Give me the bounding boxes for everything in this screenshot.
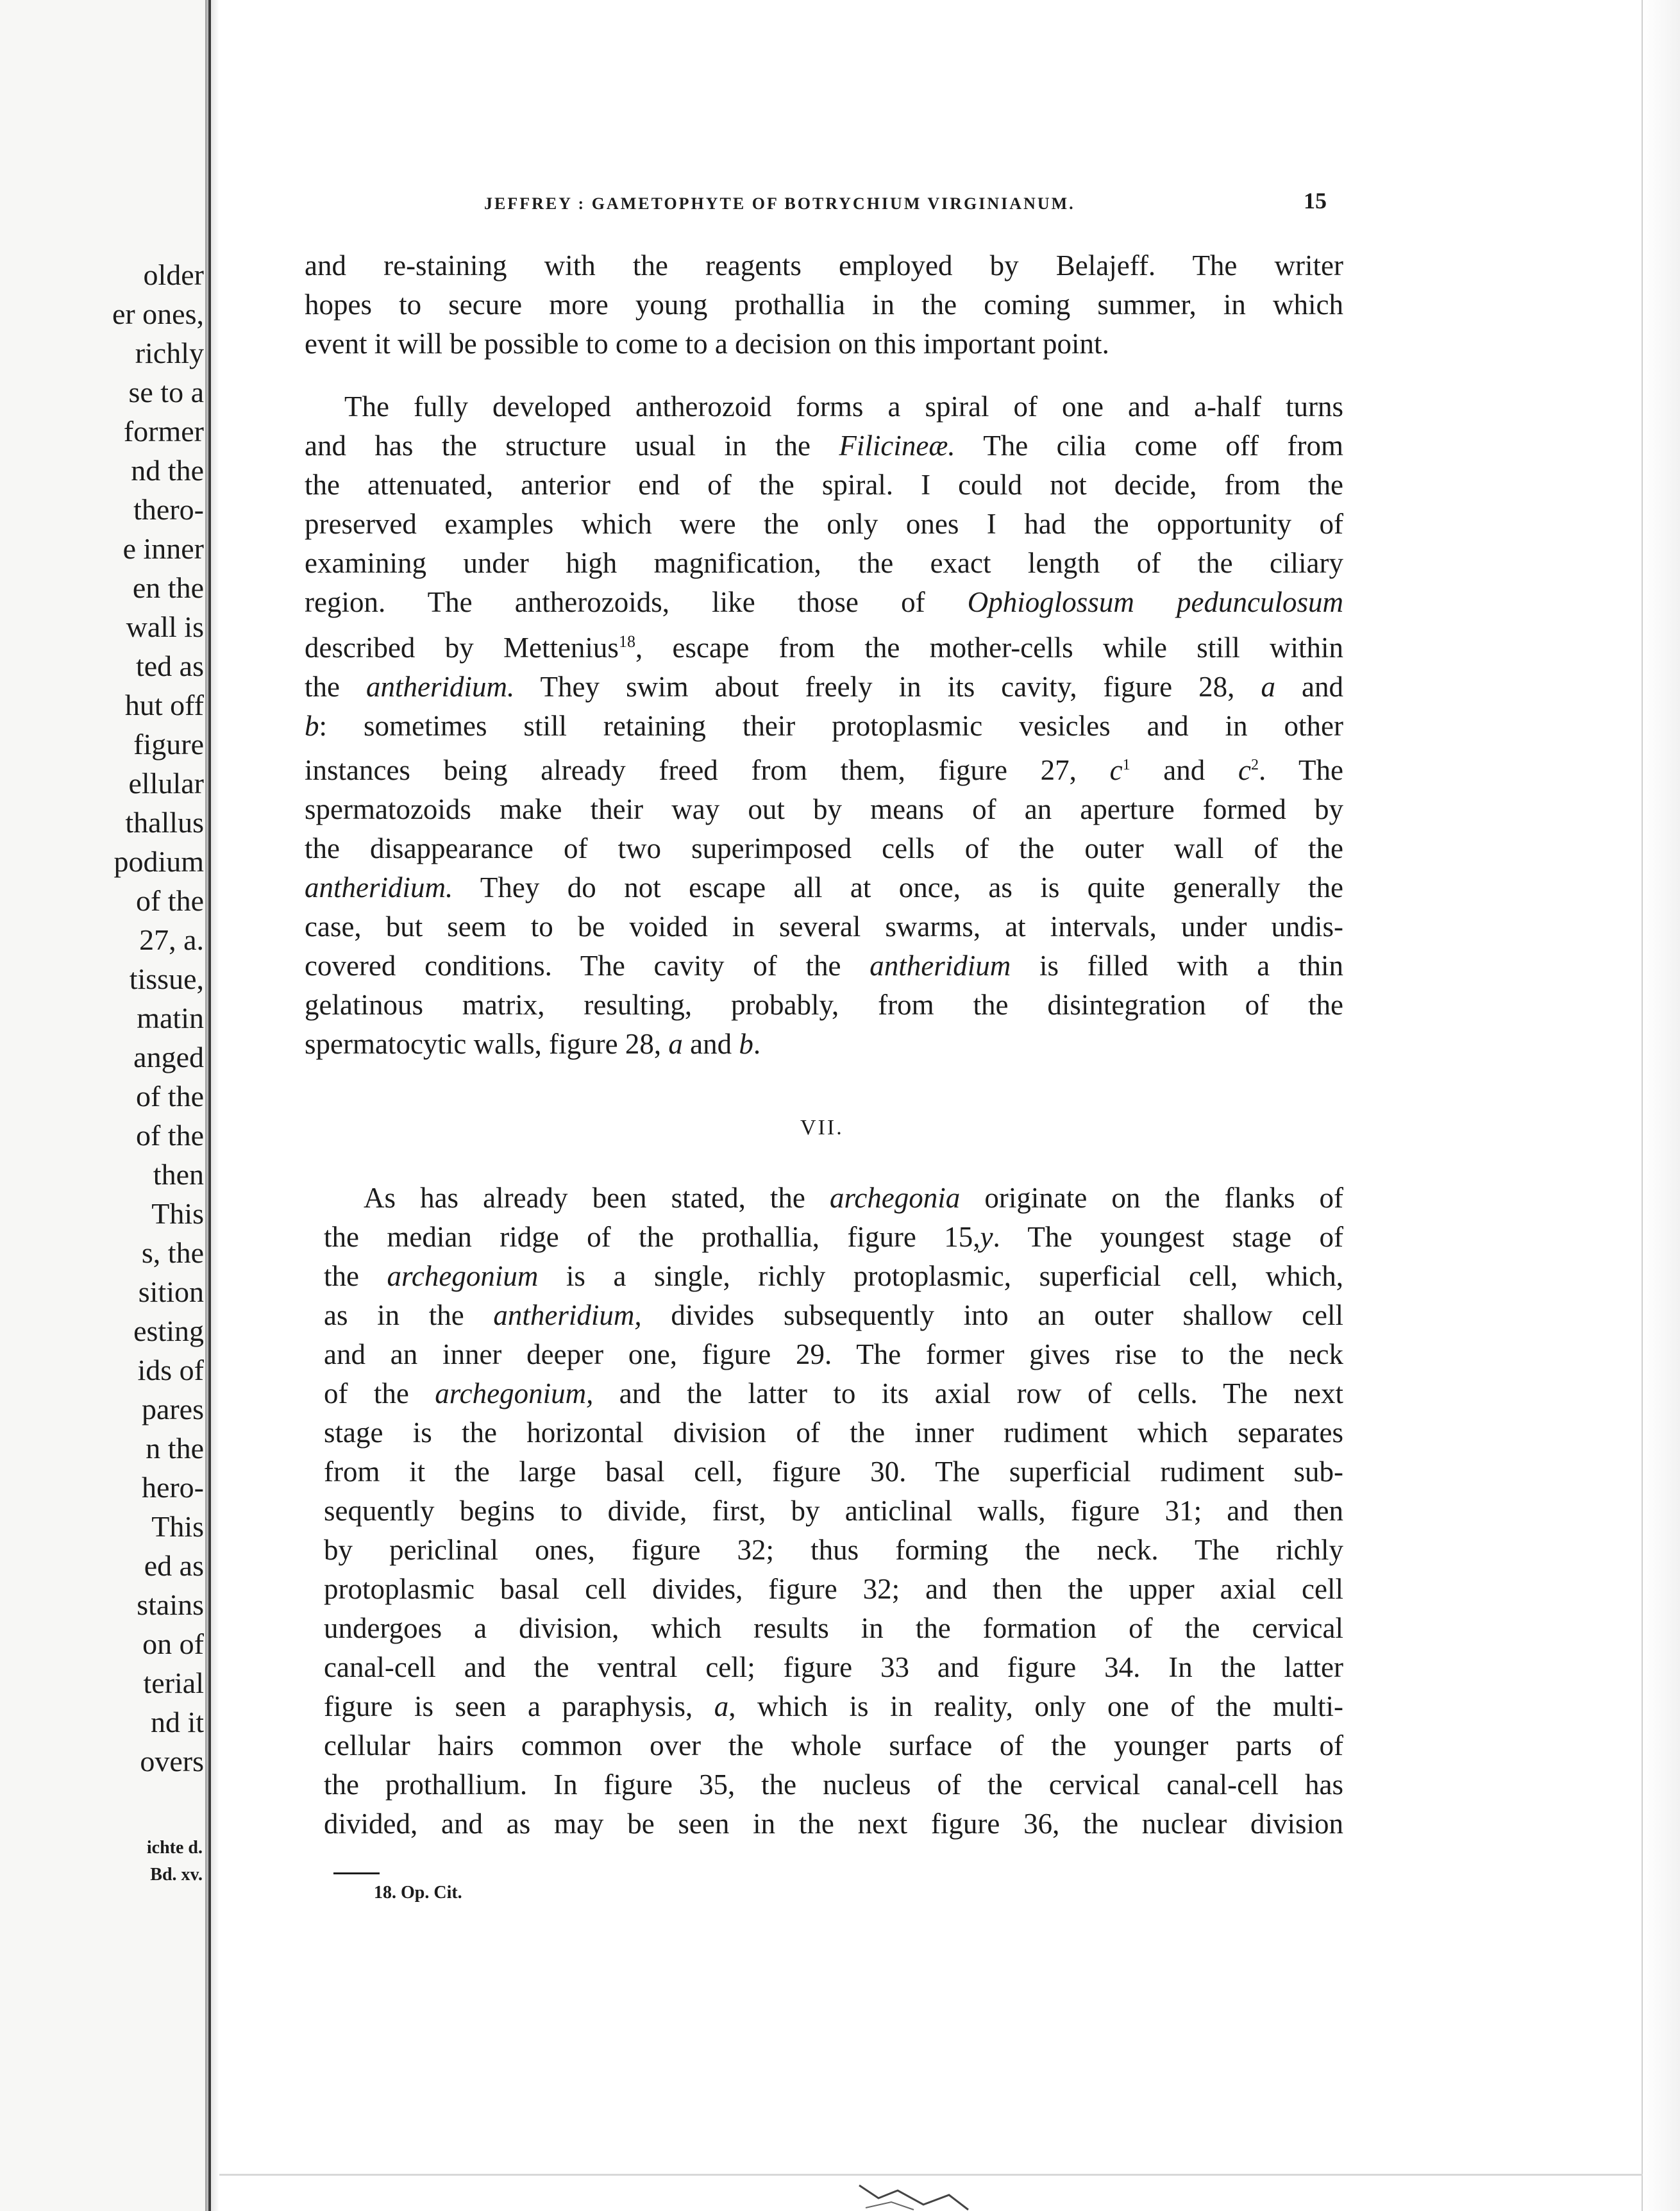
facing-page-line: on of (142, 1627, 204, 1660)
facing-page-line: ted as (135, 650, 204, 682)
running-head: JEFFREY : GAMETOPHYTE OF BOTRYCHIUM VIRGINIANUM. (484, 194, 1075, 213)
book-gutter (205, 0, 219, 2211)
facing-page-line: ids of (137, 1354, 204, 1386)
facing-page-line: matin (137, 1002, 204, 1034)
facing-page-line: 27, a. (139, 923, 204, 956)
text-line: As has already been stated, the archegonia originate on the flanks of (364, 1182, 1344, 1214)
gutter-divider (208, 0, 211, 2211)
facing-page-line: This (151, 1197, 204, 1230)
facing-page-line: ellular (128, 767, 204, 800)
text-line: the archegonium is a single, richly protoplasmic, superficial cell, which, (324, 1260, 1344, 1292)
facing-page-line: anged (133, 1041, 204, 1073)
facing-page-line: thero- (133, 493, 204, 526)
facing-page-line: n the (146, 1432, 204, 1465)
facing-page-line: wall is (126, 610, 204, 643)
facing-page-fragment (0, 0, 205, 2211)
text-line: covered conditions. The cavity of the antheridium is filled with a thin (305, 950, 1344, 982)
footnote-rule (333, 1872, 380, 1874)
text-line: divided, and as may be seen in the next figure 36, the nuclear division (324, 1808, 1343, 1840)
text-line: figure is seen a paraphysis, a, which is in reality, only one of the multi- (324, 1690, 1343, 1722)
facing-page-line: er ones, (112, 298, 204, 330)
text-line: the attenuated, anterior end of the spiral. I could not decide, from the (305, 469, 1343, 501)
facing-page-line: stains (137, 1588, 204, 1621)
text-line: described by Mettenius$^{18}$, escape from the mother-cells while still within (305, 632, 1343, 664)
text-line: protoplasmic basal cell divides, figure 32; and then the upper axial cell (324, 1573, 1343, 1605)
facing-page-line: This (151, 1510, 204, 1543)
facing-page-line: hut off (124, 689, 204, 721)
facing-page-footnote-2: Bd. xv. (150, 1865, 203, 1885)
text-line: of the archegonium, and the latter to its axial row of cells. The next (324, 1377, 1344, 1409)
text-line: region. The antherozoids, like those of Ophioglossum pedunculosum (305, 586, 1343, 618)
facing-page-line: e inner (122, 532, 204, 565)
facing-page-line: older (143, 258, 204, 291)
scan-artifact (853, 2179, 975, 2211)
facing-page-line: ed as (144, 1549, 204, 1582)
text-line: stage is the horizontal division of the inner rudiment which separates (324, 1417, 1343, 1449)
text-line: The fully developed antherozoid forms a spiral of one and a-half turns (344, 391, 1343, 423)
facing-page-line: s, the (141, 1236, 204, 1269)
text-line: the prothallium. In figure 35, the nucleus of the cervical canal-cell has (324, 1769, 1343, 1801)
text-line: as in the antheridium, divides subsequently into an outer shallow cell (324, 1299, 1344, 1331)
facing-page-line: figure (133, 728, 204, 761)
facing-page-line: esting (133, 1315, 204, 1347)
text-line: antheridium. They do not escape all at once, as is quite generally the (305, 871, 1343, 904)
text-line: gelatinous matrix, resulting, probably, from the disintegration of the (305, 989, 1343, 1021)
text-line: b: sometimes still retaining their protoplasmic vesicles and in other (305, 710, 1343, 742)
text-line: from it the large basal cell, figure 30. The superficial rudiment sub- (324, 1456, 1343, 1488)
paragraph-archegonia (324, 1179, 1343, 1844)
facing-page-line: terial (143, 1667, 204, 1699)
text-line: event it will be possible to come to a decision on this important point. (305, 328, 1109, 360)
text-line: the median ridge of the prothallia, figure 15,y. The youngest stage of (324, 1221, 1343, 1253)
footnote: 18. Op. Cit. (374, 1883, 462, 1903)
page-bottom-edge (219, 2174, 1643, 2176)
text-line: by periclinal ones, figure 32; thus forming the neck. The richly (324, 1534, 1343, 1566)
facing-page-line: richly (135, 337, 204, 369)
text-line: sequently begins to divide, first, by anticlinal walls, figure 31; and then (324, 1495, 1343, 1527)
paragraph-continuation (305, 246, 1343, 364)
facing-page-line: former (123, 415, 204, 448)
text-line: and an inner deeper one, figure 29. The former gives rise to the neck (324, 1338, 1343, 1370)
text-line: canal-cell and the ventral cell; figure 33 and figure 34. In the latter (324, 1651, 1343, 1683)
text-line: spermatocytic walls, figure 28, a and b. (305, 1028, 761, 1060)
facing-page-line: then (153, 1158, 204, 1191)
facing-page-line: thallus (125, 806, 204, 839)
text-line: examining under high magnification, the exact length of the ciliary (305, 547, 1343, 579)
facing-page-line: nd it (150, 1706, 204, 1738)
facing-page-line: tissue, (129, 963, 204, 995)
text-line: the disappearance of two superimposed cells of the outer wall of the (305, 832, 1343, 864)
facing-page-line: en the (132, 571, 204, 604)
text-line: spermatozoids make their way out by means of an aperture formed by (305, 793, 1343, 825)
text-line: and re-staining with the reagents employed by Belajeff. The writer (305, 249, 1343, 282)
text-line: the antheridium. They swim about freely in its cavity, figure 28, a and (305, 671, 1344, 703)
text-line: and has the structure usual in the Filicineæ. The cilia come off from (305, 430, 1343, 462)
facing-page-line: pares (141, 1393, 204, 1425)
facing-page-footnote-1: ichte d. (146, 1838, 203, 1858)
section-heading: VII. (800, 1116, 844, 1139)
facing-page-line: of the (135, 884, 204, 917)
text-line: undergoes a division, which results in the formation of the cervical (324, 1612, 1343, 1644)
facing-page-line: of the (135, 1080, 204, 1113)
facing-page-line: of the (135, 1119, 204, 1152)
facing-page-line: hero- (141, 1471, 204, 1504)
facing-page-line: podium (113, 845, 204, 878)
text-line: preserved examples which were the only ones I had the opportunity of (305, 508, 1343, 540)
text-line: cellular hairs common over the whole surface of the younger parts of (324, 1729, 1343, 1761)
facing-page-line: overs (140, 1745, 204, 1778)
facing-page-line: sition (138, 1275, 204, 1308)
text-line: instances being already freed from them, figure 27, $c^1$ and $c^2$. The (305, 754, 1344, 786)
page-number: 15 (1304, 188, 1327, 214)
paragraph-antherozoid (305, 387, 1343, 1064)
facing-page-line: nd the (131, 454, 204, 487)
text-line: case, but seem to be voided in several swarms, at intervals, under undis- (305, 911, 1343, 943)
text-line: hopes to secure more young prothallia in the coming summer, in which (305, 289, 1343, 321)
page-edge (1643, 0, 1680, 2211)
facing-page-line: se to a (128, 376, 204, 408)
